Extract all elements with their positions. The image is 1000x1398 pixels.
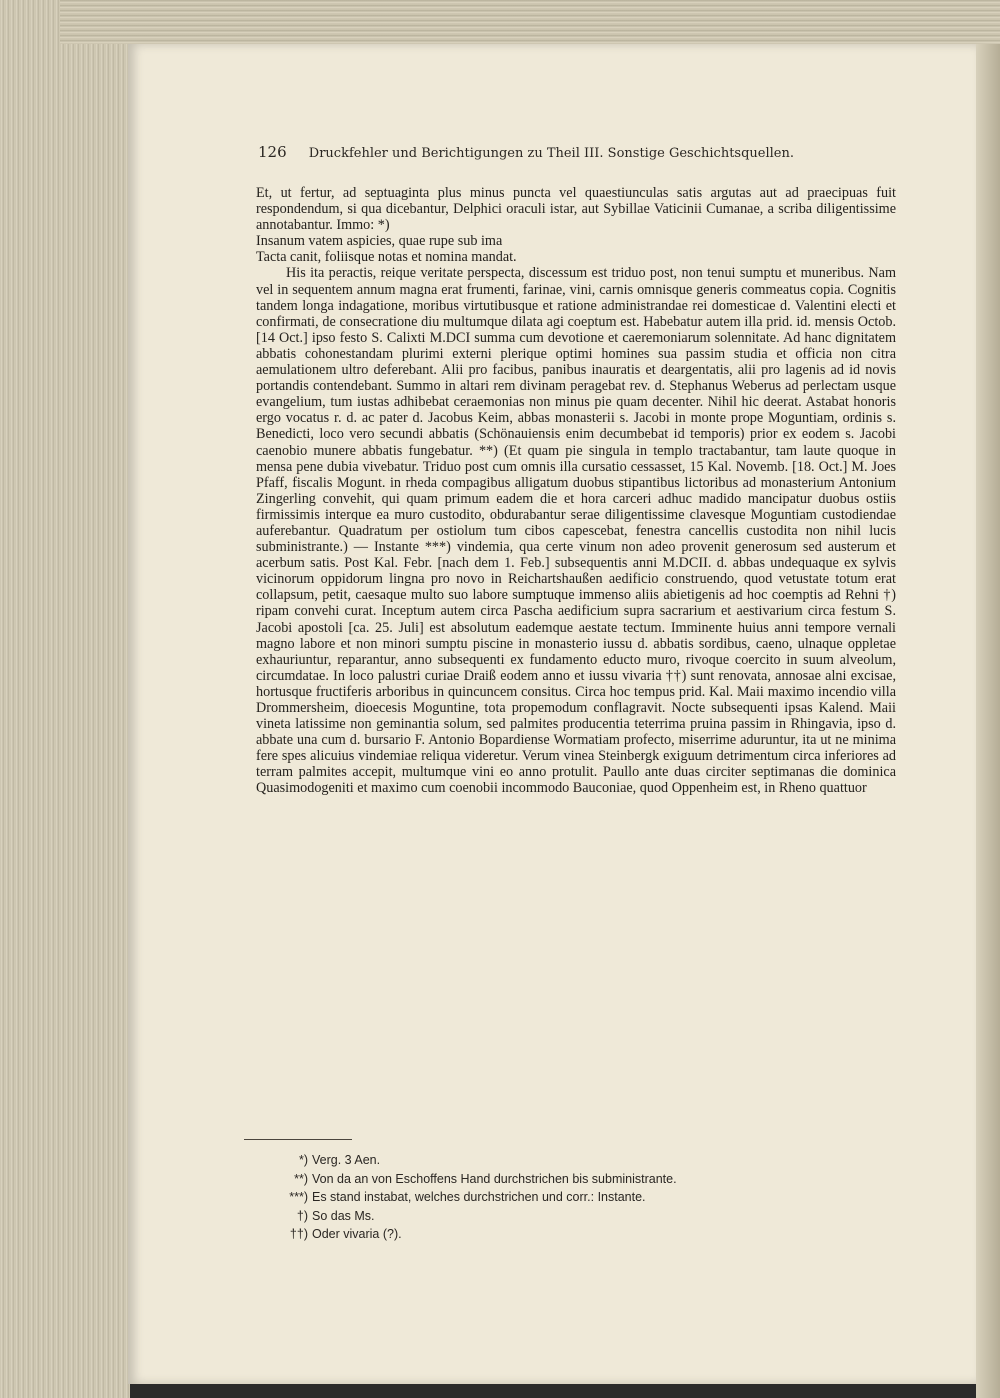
footnote-mark: *): [298, 1153, 308, 1167]
footnote: [276, 1151, 876, 1170]
footnote-mark: †): [296, 1208, 308, 1223]
opening-paragraph: Et, ut fertur, ad septuaginta plus minus puncta vel quaestiunculas satis argutas aut ad praecipuas fuit respondendum, si qua dicebantur, Delphici oraculi istar, aut Sybillae Vaticinii Cumanae, a scriba diligentissime annotabantur. Immo: *): [256, 185, 896, 234]
footnote: [276, 1188, 876, 1207]
page-number: 126: [258, 143, 287, 161]
running-title: Druckfehler und Berichtigungen zu Theil III. Sonstige Geschichtsquellen.: [308, 146, 794, 161]
footnotes: [276, 1151, 876, 1244]
book-page-edge-right: [976, 44, 1000, 1398]
footnote-text: Verg. 3 Aen.: [312, 1153, 381, 1167]
book-page-edges-top: [60, 0, 1000, 44]
book-page-edges-left: [0, 0, 130, 1398]
verse-line-2: Tacta canit, foliisque notas et nomina mandat.: [256, 249, 517, 266]
running-header: [258, 143, 838, 163]
footnote-mark: ***): [289, 1190, 308, 1204]
footnote-text: Oder vivaria (?).: [312, 1227, 402, 1241]
footnote-text: Von da an von Eschoffens Hand durchstrichen bis subministrante.: [312, 1171, 677, 1186]
footnote: [276, 1207, 876, 1226]
footnote: [276, 1225, 876, 1244]
footnote-rule: [244, 1139, 352, 1140]
main-paragraph: His ita peractis, reique veritate perspecta, discessum est triduo post, non tenui sumptu et muneribus. Nam vel in sequentem annum magna erat frumenti, farinae, vini, carnis omnisque generis commeatus copia. Cognitis tandem longa indagatione, moribus virtutibusque et ratione administrandae rei domesticae d. Valentini electi et confirmati, de consecratione diu multumque dilata agi coeptum est. Habebatur autem illa prid. id. mensis Octob. [14 Oct.] ipso festo S. Calixti M.DCI summa cum devotione et caeremoniarum solennitate. Ad hanc dignitatem abbatis cohonestandam plurimi externi plerique optimi homines sua passim studia et officia non citra aemulationem ultro deferebant. Alii pro facibus, panibus inauratis et deargentatis, alii pro lagenis ad id novis portandis contendebant. Summo in altari rem divinam peragebat rev. d. Stephanus Weberus ad perlectam usque evangelium, tum iustas adhibebat ceraemonias non minus pie quam decenter. Nihil hic deerat. Astabat honoris ergo vocatus r. d. ac pater d. Jacobus Keim, abbas monasterii s. Jacobi in monte prope Moguntiam, ordinis s. Benedicti, loco vero secundi abbatis (Schönauiensis enim decumbebat id temporis) prior ex eodem s. Jacobi caenobio munere abbatis fungebatur. **) (Et quam pie singula in templo tractabantur, tam laute quoque in mensa pene dubia vivebatur. Triduo post cum omnis illa cursatio cessasset, 15 Kal. Novemb. [18. Oct.] M. Joes Pfaff, fiscalis Mogunt. in rheda compagibus alligatum duobus stipantibus lictoribus ad monasterium Antonium Zingerling convehit, qui quam primum eadem die et hora carceri adhuc madido mancipatur duobus ostiis firmissimis interque ea muro custodito, obdurabantur serae diligentissime clavesque Moguntiam custodiendae auferebantur. Quadratum per ostiolum tum cibos capescebat, fenestra cancellis custodita non nihil lucis subministrante.) — Instante ***) vindemia, qua certe vinum non adeo provenit generosum sed austerum et acerbum satis. Post Kal. Febr. [nach dem 1. Feb.] subsequentis anni M.DCII. d. abbas undequaque ex sylvis vicinorum oppidorum lingna pro novo in Reichartshaußen aedificio construendo, quod vetustate totum erat collapsum, petit, caesaque multo suo labore sumptuque immenso aliis abietigenis ad hoc coemptis ad Rehni †) ripam convehi curat. Inceptum autem circa Pascha aedificium supra sacrarium et aestivarium circa festum S. Jacobi apostoli [ca. 25. Juli] est absolutum eademque aestate tectum. Imminente huius anni tempore vernali magno labore et non minori sumptu piscine in monasterio iussu d. abbatis sordibus, caeno, ulnaque oppletae exhauriuntur, reparantur, anno subsequenti ex fundamento educto muro, rivoque coercito in suum alveolum, circumdatae. In loco palustri curiae Draiß eodem anno et iussu vivaria ††) sunt renovata, annosae alni excisae, hortusque fructiferis arboribus in quincuncem consitus. Circa hoc tempus prid. Kal. Maii maximo incendio villa Drommersheim, dioecesis Moguntine, tota propemodum conflagravit. Nocte subsequenti ipsas Kalend. Maii vineta latissime non geminantia solum, sed palmites producentia teterrima pruina passim in Rhingavia, ipso d. abbate una cum d. bursario F. Antonio Bopardiense Wormatiam profecto, miserrime aduruntur, ita ut ne minima fere spes alicuius vindemiae reliqua videretur. Verum vinea Steinbergk exiguum detrimentum circa inferiores ad terram palmites accepit, multumque vini eo anno protulit. Paullo ante duas circiter septimanas die dominica Quasimodogeniti et maximo cum coenobii incommodo Bauconiae, quod Oppenheim est, in Rheno quattuor: [256, 265, 896, 797]
footnote-mark: ††): [289, 1227, 308, 1241]
footnote-text: So das Ms.: [312, 1208, 375, 1223]
footnote-mark: **): [294, 1171, 308, 1186]
footnote-text: Es stand instabat, welches durchstrichen und corr.: Instante.: [312, 1190, 646, 1204]
footnote: [276, 1170, 876, 1189]
main-text: [256, 185, 896, 797]
verse-line-1: Insanum vatem aspicies, quae rupe sub ima: [256, 233, 503, 250]
